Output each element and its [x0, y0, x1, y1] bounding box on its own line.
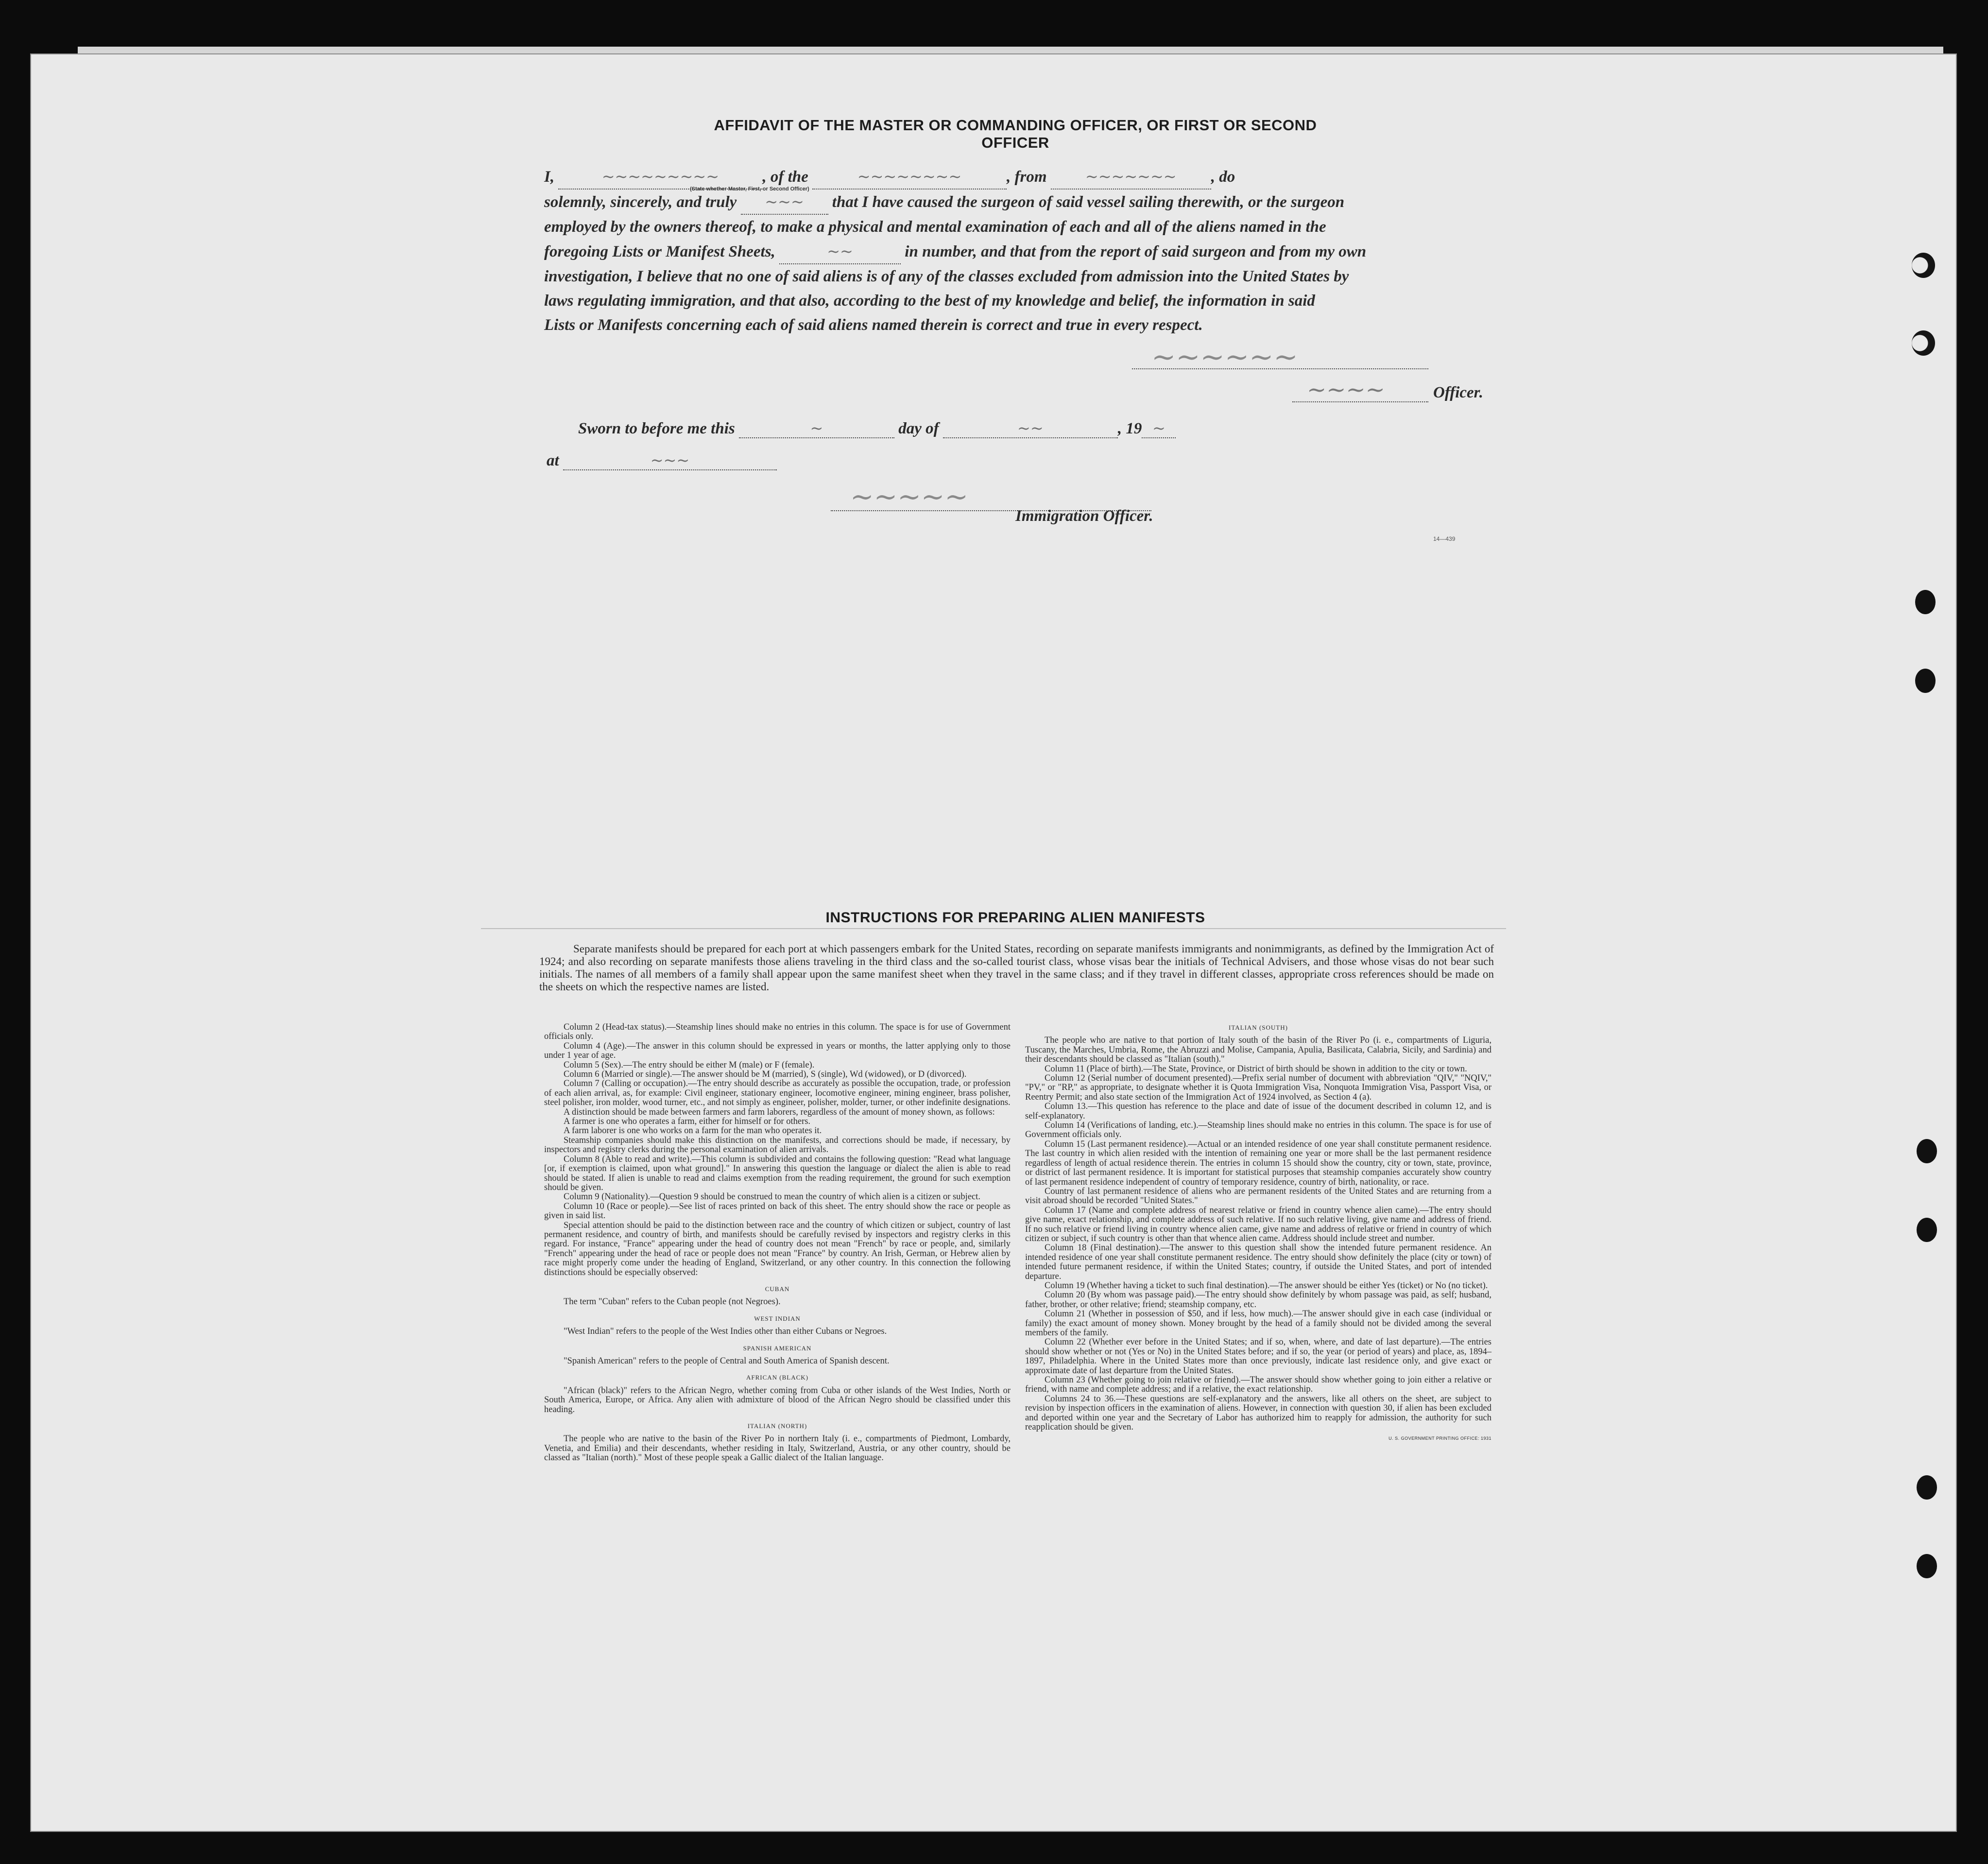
- intro-text: Separate manifests should be prepared for each port at which passengers embark for the United States, recording on separate manifests immigrants and nonimmigrants, as defined by the Immigration Act of 1924; and also recording on separate manifests those aliens traveling in the third class and the so-called tourist class, whose visas bear the initials of Technical Advisers, and those whose visas do not bear such initials. The names of all members of a family shall appear upon the same manifest sheet when they travel in the same class; and if they travel in different classes, appropriate cross references should be made on the sheets on which the respective names are listed.: [539, 943, 1494, 993]
- sworn-line: [578, 419, 1176, 438]
- officer-rank-line[interactable]: [1292, 376, 1428, 403]
- column-5-text: Column 5 (Sex).—The entry should be either M (male) or F (female).: [564, 1060, 815, 1070]
- column-6-text: Column 6 (Married or single).—The answer should be M (married), S (single), Wd (widowed), or D (divorced).: [564, 1070, 967, 1080]
- african-text: "African (black)" refers to the African Negro, whether coming from Cuba or other islands of the West Indies, North or South America, Europe, or Africa. Any alien with admixture of blood of the African Negro should be classified under this heading.: [544, 1385, 1011, 1415]
- instructions-title: INSTRUCTIONS FOR PREPARING ALIEN MANIFESTS: [825, 910, 1205, 926]
- affidavit-line-5: investigation, I believe that no one of said aliens is of any of the classes excluded from admission into the United States by: [544, 268, 1349, 285]
- place-field[interactable]: ~~~: [563, 451, 777, 470]
- officer-label: Officer.: [1433, 384, 1483, 401]
- text-of-the: , of the: [762, 168, 808, 186]
- affidavit-title: AFFIDAVIT OF THE MASTER OR COMMANDING OFFICER, OR FIRST OR SECOND OFFICER: [714, 117, 1317, 151]
- immigration-officer-signature: ~~~~~: [850, 480, 968, 513]
- day-of-label: day of: [898, 420, 939, 437]
- column-17-text: Column 17 (Name and complete address of nearest relative or friend in country whence alien came).—The entry should give name, exact relationship, and complete address of such relative. If no such relative living, give name and address of friend. If no such relative or friend living in country whence alien came, give name and address of relative or friend in country of which citizen or subject, if such country is other than that whence alien came. Address should include street and number.: [1025, 1205, 1491, 1243]
- heading-italian-south: ITALIAN (SOUTH): [1229, 1024, 1288, 1031]
- instructions-left-column: [544, 1023, 1011, 1463]
- instructions-intro: [539, 943, 1494, 993]
- year-prefix: , 19: [1117, 420, 1142, 437]
- gpo-imprint: U. S. GOVERNMENT PRINTING OFFICE: 1931: [1388, 1436, 1491, 1441]
- column-7-distinction: A distinction should be made between farmers and farm laborers, regardless of the amount of money shown, as follows:: [564, 1107, 995, 1117]
- text-do: , do: [1211, 168, 1235, 186]
- column-20-text: Column 20 (By whom was passage paid).—The entry should show definitely by whom passage was paid, as self; husband, father, brother, or other relative; friend; steamship company, etc.: [1025, 1290, 1491, 1310]
- text-i: I,: [544, 168, 555, 186]
- column-12-text: Column 12 (Serial number of document presented).—Prefix serial number of document with abbreviation "QIV," "NQIV," "PV," or "RP," as appropriate, to designate whether it is Quota Immigration Visa, Nonquota Immigration Visa, Passport Visa, or Reentry Permit; and also state section of the Immigration Act of 1924 involved, as Section 4 (a).: [1025, 1073, 1491, 1102]
- sworn-label: Sworn to before me this: [578, 420, 735, 437]
- italian-north-text: The people who are native to the basin of the River Po in northern Italy (i. e., compartments of Piedmont, Lombardy, Venetia, and Emilia) and their descendants, whether residing in Italy, Switzerland, Austria, or any other country, should be classed as "Italian (north)." Most of these people speak a Gallic dialect of the Italian language.: [544, 1434, 1011, 1463]
- port-field[interactable]: ~~~~~~~: [1051, 164, 1211, 190]
- columns-24-36-text: Columns 24 to 36.—These questions are self-explanatory and the answers, like all others on the sheet, are subject to revision by inspection officers in the examination of aliens. However, in connection with question 30, if alien has been excluded and deported within one year and the Secretary of Labor has authorized him to reapply for admission, the authority for such reapplication should be given.: [1025, 1394, 1491, 1433]
- column-14-text: Column 14 (Verifications of landing, etc.).—Steamship lines should make no entries in this column. The space is for use of Government officials only.: [1025, 1121, 1491, 1140]
- heading-west-indian: WEST INDIAN: [754, 1314, 801, 1322]
- sworn-month-field[interactable]: ~~: [943, 419, 1118, 438]
- column-4-text: Column 4 (Age).—The answer in this column should be expressed in years or months, the latter applying only to those under 1 year of age.: [544, 1041, 1011, 1061]
- text-from: , from: [1007, 168, 1047, 186]
- text-in-number: in number, and that from the report of said surgeon and from my own: [905, 243, 1367, 260]
- immigration-officer-label: Immigration Officer.: [1015, 507, 1153, 525]
- at-label: at: [547, 452, 559, 469]
- punch-hole: [1917, 1218, 1937, 1242]
- west-indian-text: "West Indian" refers to the people of the West Indies other than either Cubans or Negroes.: [564, 1327, 887, 1337]
- section-divider: [481, 928, 1506, 929]
- text-caused: that I have caused the surgeon of said vessel sailing therewith, or the surgeon: [832, 193, 1345, 211]
- punch-hole: [1915, 590, 1936, 614]
- heading-italian-north: ITALIAN (NORTH): [747, 1422, 807, 1430]
- affidavit-line-4: [544, 239, 1477, 264]
- state-officer-note: (State whether Master, First, or Second Officer): [690, 186, 809, 192]
- column-13-text: Column 13.—This question has reference to the place and date of issue of the document described in column 12, and is self-explanatory.: [1025, 1102, 1491, 1121]
- column-9-text: Column 9 (Nationality).—Question 9 should be construed to mean the country of which alien is a citizen or subject.: [564, 1192, 981, 1202]
- column-15-us-residents: Country of last permanent residence of aliens who are permanent residents of the United States and are returning from a visit abroad should be recorded "United States.": [1025, 1186, 1491, 1206]
- master-signature-line[interactable]: [1132, 340, 1428, 374]
- affidavit-line-7: Lists or Manifests concerning each of said aliens named therein is correct and true in every respect.: [544, 316, 1203, 334]
- vessel-name-field[interactable]: ~~~~~~~~: [812, 164, 1007, 190]
- italian-south-text: The people who are native to that portion of Italy south of the basin of the River Po (i. e., compartments of Liguria, Tuscany, the Marches, Umbria, Rome, the Abruzzi and Molise, Campania, Apulia, Basilicata, Calabria, Sicily, and Sardinia) and their descendants should be classed as "Italian (south).": [1025, 1036, 1491, 1065]
- text-foregoing: foregoing Lists or Manifest Sheets,: [544, 243, 775, 260]
- column-19-text: Column 19 (Whether having a ticket to such final destination).—The answer should be either Yes (ticket) or No (no ticket).: [1045, 1280, 1488, 1291]
- column-7-farmer: A farmer is one who operates a farm, either for himself or for others.: [564, 1117, 811, 1127]
- at-line: [547, 451, 777, 470]
- punch-hole: [1912, 330, 1935, 356]
- form-number: 14—439: [1433, 535, 1456, 542]
- column-23-text: Column 23 (Whether going to join relative or friend).—The answer should show whether going to join either a relative or friend, with name and complete address; and if a relative, the exact relationship.: [1025, 1375, 1491, 1395]
- affidavit-line-2: [544, 190, 1477, 215]
- column-7-corrections: Steamship companies should make this distinction on the manifests, and corrections should be made, if necessary, by inspectors and registry clerks during the personal examination of alien arrivals.: [544, 1135, 1011, 1155]
- punch-hole: [1915, 669, 1936, 693]
- affidavit-line-6: laws regulating immigration, and that also, according to the best of my knowledge and belief, the information in said: [544, 292, 1315, 310]
- instructions-right-column: [1025, 1023, 1491, 1444]
- column-11-text: Column 11 (Place of birth).—The State, Province, or District of birth should be shown in addition to the city or town.: [1045, 1064, 1467, 1074]
- column-21-text: Column 21 (Whether in possession of $50, and if less, how much).—The answer should give in each case (individual or family) the exact amount of money shown. Money brought by the head of a family should not be divided among the several members of the family.: [1025, 1309, 1491, 1338]
- column-10-special: Special attention should be paid to the distinction between race and the country of which citizen or subject, country of last permanent residence, and country of birth, and manifests should be carefully revised by inspectors and registry clerks in this regard. For instance, "France" appearing under the head of country does not mean "French" by race or people, and, similarly "French" appearing under the head of race or people does not mean "France" by country. An Irish, German, or Hebrew alien by race might properly come under the heading of England, Switzerland, or any other country. In this connection the following distinctions should be especially observed:: [544, 1220, 1011, 1277]
- cuban-text: The term "Cuban" refers to the Cuban people (not Negroes).: [564, 1297, 781, 1307]
- heading-cuban: CUBAN: [765, 1285, 790, 1293]
- column-18-text: Column 18 (Final destination).—The answer to this question shall show the intended future permanent residence. An intended residence of one year shall constitute permanent residence. The entry should show definitely the place (city or town) of intended future permanent residence, if within the United States; country, if outside the United States, and port of intended departure.: [1025, 1243, 1491, 1281]
- column-22-text: Column 22 (Whether ever before in the United States; and if so, when, where, and date of last departure).—The entries should show whether or not (Yes or No) in the United States before; and if so, the year (or period of years) and place, as, 1894–1897, Philadelphia. Where in the United States more than once previously, indicate last residence only, and give exact or approximate date of last departure from the United States.: [1025, 1337, 1491, 1376]
- column-15-text: Column 15 (Last permanent residence).—Actual or an intended residence of one year shall constitute permanent residence. The last country in which alien resided with the intention of remaining one year or more shall be the last permanent residence regardless of length of actual residence therein. The entries in column 15 should show the country, city or town, state, province, or district of last permanent residence. It is important for statistical purposes that steamship companies accurately show country of last permanent residence independent of country of temporary residence, country of birth, nationality, or race.: [1025, 1139, 1491, 1187]
- column-8-text: Column 8 (Able to read and write).—This column is subdivided and contains the following question: "Read what language [or, if exemption is claimed, upon what ground]." In answering this question the language or dialect the alien is able to read should be stated. If alien is unable to read and claims exemption from the reading requirement, the ground for such exemption should be given.: [544, 1154, 1011, 1192]
- sworn-day-field[interactable]: ~: [739, 419, 894, 438]
- punch-hole: [1917, 1139, 1937, 1163]
- column-2-text: Column 2 (Head-tax status).—Steamship lines should make no entries in this column. The space is for use of Government officials only.: [544, 1022, 1011, 1042]
- punch-hole: [1917, 1554, 1937, 1578]
- officer-rank-signature: ~~~~: [1307, 376, 1385, 403]
- column-7-farm-laborer: A farm laborer is one who works on a farm for the man who operates it.: [564, 1126, 822, 1136]
- heading-african: AFRICAN (BLACK): [746, 1374, 809, 1381]
- affidavit-line-1: [544, 164, 1477, 190]
- punch-hole: [1917, 1475, 1937, 1500]
- master-signature: ~~~~~~: [1151, 340, 1298, 374]
- spanish-american-text: "Spanish American" refers to the people of Central and South America of Spanish descent.: [564, 1356, 890, 1366]
- column-10-text: Column 10 (Race or people).—See list of races printed on back of this sheet. The entry should show the race or people as given in said list.: [544, 1201, 1011, 1221]
- text-solemnly: solemnly, sincerely, and truly: [544, 193, 737, 211]
- heading-spanish-american: SPANISH AMERICAN: [743, 1344, 812, 1352]
- punch-hole: [1912, 253, 1935, 278]
- oath-field[interactable]: ~~~: [741, 190, 828, 215]
- column-7-text: Column 7 (Calling or occupation).—The entry should describe as accurately as possible the occupation, trade, or profession of each alien arrival, as, for example: Civil engineer, stationary engineer, locomotive engineer, mining engineer, brass polisher, steel polisher, iron molder, wood turner, etc., and not simply as engineer, polisher, molder, turner, or other indefinite designations.: [544, 1079, 1011, 1108]
- affidavit-body: [544, 164, 1477, 337]
- affidavit-line-3: employed by the owners thereof, to make a physical and mental examination of each and all of the aliens named in the: [544, 218, 1326, 236]
- master-name-field[interactable]: ~~~~~~~~~: [558, 164, 762, 190]
- sworn-year-field[interactable]: ~: [1142, 419, 1176, 438]
- sheet-count-field[interactable]: ~~: [779, 239, 901, 264]
- gpo-imprint-row: [1025, 1433, 1491, 1443]
